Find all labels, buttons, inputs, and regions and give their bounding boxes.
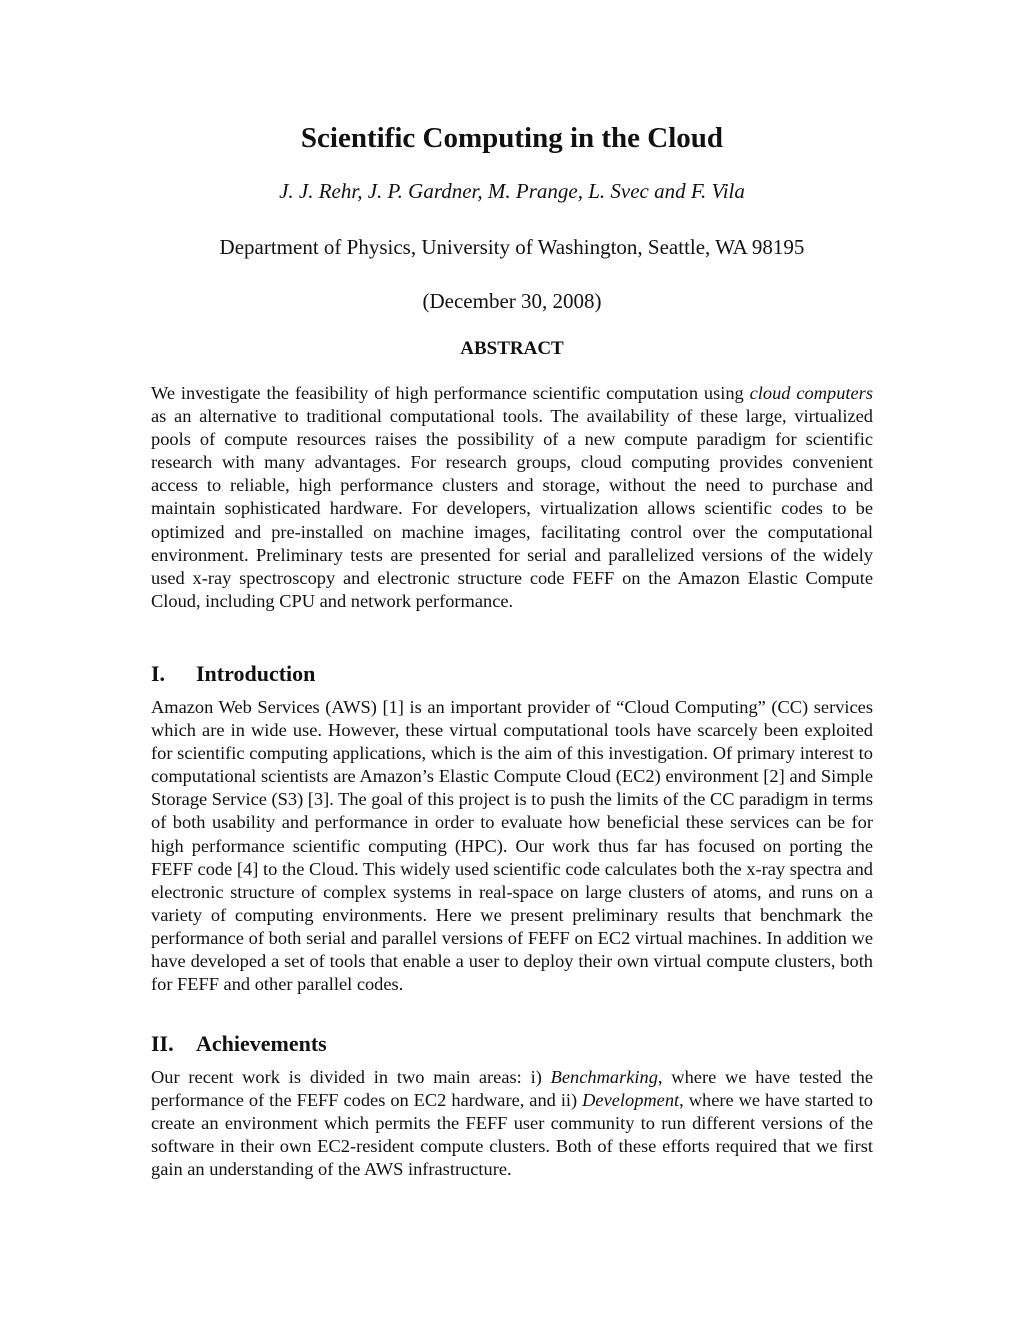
- achievements-emphasis-2: Development: [582, 1090, 680, 1111]
- section-number: II.: [151, 1031, 174, 1056]
- author-list: J. J. Rehr, J. P. Gardner, M. Prange, L. Svec and F. Vila: [279, 179, 745, 203]
- abstract-heading: ABSTRACT: [460, 338, 564, 359]
- section-heading-introduction: [151, 660, 873, 688]
- achievements-emphasis-1: Benchmarking: [550, 1067, 658, 1087]
- paper-title: Scientific Computing in the Cloud: [300, 122, 724, 154]
- introduction-body: Amazon Web Services (AWS) [1] is an important provider of “Cloud Computing” (CC) services which are in wide use. However, these virtual computational tools have scarcely been exploited for scientific computing applications, which is the aim of this investigation. Of primary interest to computational scientists are Amazon’s Elastic Compute Cloud (EC2) environment [2] and Simple Storage Service (S3) [3]. The goal of this project is to push the limits of the CC paradigm in terms of both usability and performance in order to evaluate how beneficial these services can be for high performance scientific computing (HPC). Our work thus far has focused on porting the FEFF code [4] to the Cloud. This widely used scientific code calculates both the x-ray spectra and electronic structure of complex systems in real-space on large clusters of atoms, and runs on a variety of computing environments. Here we present preliminary results that benchmark the performance of both serial and parallel versions of FEFF on EC2 virtual machines. In addition we have developed a set of tools that enable a user to deploy their own virtual compute clusters, both for FEFF and other parallel codes.: [151, 697, 873, 995]
- achievements-text-1: Our recent work is divided in two main areas: i): [151, 1067, 551, 1087]
- abstract-text-start: We investigate the feasibility of high performance scientific computation using: [151, 383, 750, 403]
- achievements-text-3: , where we have started to create an environment which permits the FEFF user community to run different versions of the software in their own EC2-resident compute clusters. Both of these efforts required that we first gain an understanding of the AWS infrastructure.: [151, 1090, 873, 1180]
- abstract-text-rest: as an alternative to traditional computational tools. The availability of these large, virtualized pools of compute resources raises the possibility of a new compute paradigm for scientific research with many advantages. For research groups, cloud computing provides convenient access to reliable, high performance clusters and storage, without the need to purchase and maintain sophisticated hardware. For developers, virtualization allows scientific codes to be optimized and pre-installed on machine images, facilitating control over the computational environment. Preliminary tests are presented for serial and parallelized versions of the widely used x-ray spectroscopy and electronic structure code FEFF on the Amazon Elastic Compute Cloud, including CPU and network performance.: [151, 406, 873, 611]
- section-heading-achievements: [151, 1030, 873, 1058]
- abstract-body: [151, 382, 873, 613]
- publication-date: (December 30, 2008): [422, 289, 602, 313]
- abstract-emphasis: cloud computers: [749, 383, 873, 403]
- section-title: Achievements: [196, 1031, 327, 1056]
- affiliation: Department of Physics, University of Washington, Seattle, WA 98195: [219, 235, 805, 259]
- achievements-text-2: , where we have tested the performance of the FEFF codes on EC2 hardware, and ii): [151, 1067, 873, 1111]
- achievements-body: [151, 1066, 873, 1181]
- section-number: I.: [151, 661, 166, 686]
- section-title: Introduction: [196, 661, 316, 686]
